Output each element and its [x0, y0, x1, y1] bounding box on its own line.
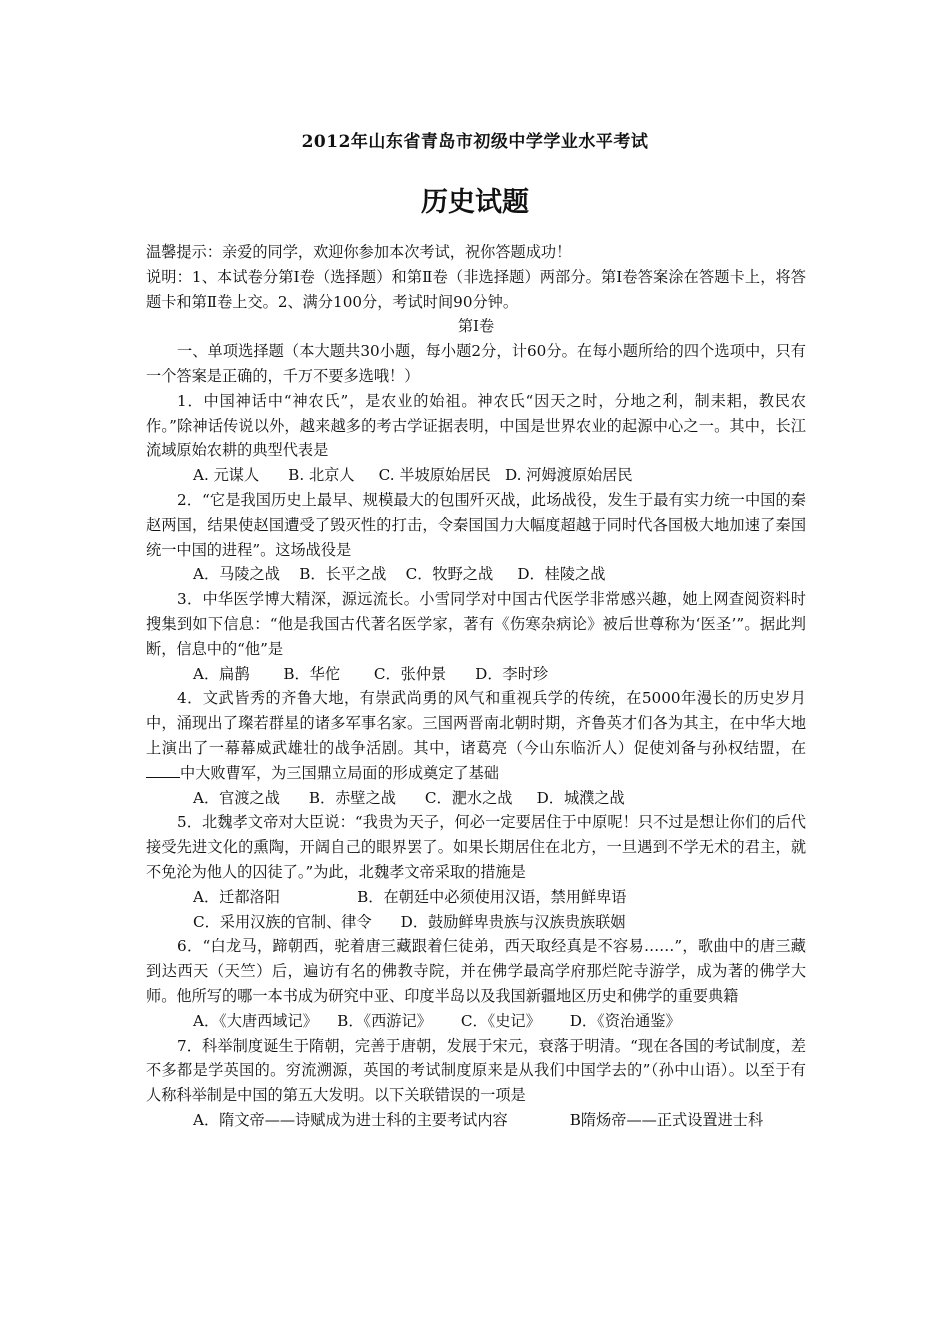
question-4-stem	[146, 686, 806, 785]
question-4-options: A．官渡之战 B．赤壁之战 C．淝水之战 D．城濮之战	[193, 788, 625, 807]
question-4-stem-after: 中大败曹军，为三国鼎立局面的形成奠定了基础	[180, 763, 499, 782]
instructions-text: 说明：1、本试卷分第Ⅰ卷（选择题）和第Ⅱ卷（非选择题）两部分。第Ⅰ卷答案涂在答题卡上，将答题卡和第Ⅱ卷上交。2、满分100分，考试时间90分钟。	[146, 267, 806, 311]
question-1-stem: 1．中国神话中“神农氏”，是农业的始祖。神农氏“因天之时，分地之利，制耒耜，教民农作。”除神话传说以外，越来越多的考古学证据表明，中国是世界农业的起源中心之一。其中，长江流域原始农耕的典型代表是	[146, 391, 806, 460]
question-6-stem: 6．“白龙马，蹄朝西，驼着唐三藏跟着仨徒弟，西天取经真是不容易……”，歌曲中的唐三藏到达西天（天竺）后，遍访有名的佛教寺院，并在佛学最高学府那烂陀寺游学，成为著的佛学大师。他所写的哪一本书成为研究中亚、印度半岛以及我国新疆地区历史和佛学的重要典籍	[146, 937, 806, 1005]
question-1-options: A. 元谋人 B. 北京人 C. 半坡原始居民 D. 河姆渡原始居民	[193, 466, 633, 485]
exam-header-title: 2012年山东省青岛市初级中学学业水平考试	[301, 132, 649, 152]
question-5-options-row-2: C．采用汉族的官制、律令 D．鼓励鲜卑贵族与汉族贵族联姻	[193, 912, 626, 931]
section-title: 第Ⅰ卷	[457, 317, 495, 336]
question-7-option-a: A．隋文帝——诗赋成为进士科的主要考试内容	[193, 1110, 508, 1129]
section-intro: 一、单项选择题（本大题共30小题，每小题2分，计60分。在每小题所给的四个选项中，只有一个答案是正确的，千万不要多选哦！）	[146, 342, 806, 385]
exam-main-title: 历史试题	[421, 187, 529, 218]
exam-body	[146, 240, 806, 1133]
question-3-options: A．扁鹊 B．华佗 C．张仲景 D．李时珍	[193, 664, 549, 683]
question-7-stem: 7．科举制度诞生于隋朝，完善于唐朝，发展于宋元，衰落于明清。“现在各国的考试制度，差不多都是学英国的。穷流溯源，英国的考试制度原来是从我们中国学去的”（孙中山语）。以至于有人称科举制是中国的第五大发明。以下关联错误的一项是	[146, 1036, 806, 1105]
question-5-options-row-1: A．迁都洛阳 B．在朝廷中必须使用汉语，禁用鲜卑语	[193, 887, 627, 906]
question-7-option-b: B隋炀帝——正式设置进士科	[569, 1110, 764, 1129]
question-4-stem-before: 4．文武皆秀的齐鲁大地，有崇武尚勇的风气和重视兵学的传统，在5000年漫长的历史岁月中，涌现出了璨若群星的诸多军事名家。三国两晋南北朝时期，齐鲁英才们各为其主，在中华大地上演出了一幕幕威武雄壮的战争活剧。其中，诸葛亮（今山东临沂人）促使刘备与孙权结盟，在	[146, 689, 806, 757]
tip-text: 温馨提示：亲爱的同学，欢迎你参加本次考试，祝你答题成功！	[146, 243, 572, 261]
answer-blank	[146, 763, 180, 778]
question-3-stem: 3．中华医学博大精深，源远流长。小雪同学对中国古代医学非常感兴趣，她上网查阅资料时搜集到如下信息：“他是我国古代著名医学家，著有《伤寒杂病论》被后世尊称为‘医圣’”。据此判断，信息中的“他”是	[146, 590, 806, 658]
question-5-stem: 5．北魏孝文帝对大臣说：“我贵为天子，何必一定要居住于中原呢！只不过是想让你们的后代接受先进文化的熏陶，开阔自己的眼界罢了。如果长期居住在北方，一旦遇到不学无术的君主，就不免沦为他人的囚徒了。”为此，北魏孝文帝采取的措施是	[146, 813, 806, 881]
question-6-options: A．《大唐西域记》 B．《西游记》 C．《史记》 D．《资治通鉴》	[193, 1011, 681, 1030]
question-2-stem: 2．“它是我国历史上最早、规模最大的包围歼灭战，此场战役，发生于最有实力统一中国的秦赵两国，结果使赵国遭受了毁灭性的打击，令秦国国力大幅度超越于同时代各国极大地加速了秦国统一中国的进程”。这场战役是	[146, 490, 806, 559]
question-7-options	[146, 1108, 806, 1133]
question-2-options: A．马陵之战 B．长平之战 C．牧野之战 D．桂陵之战	[193, 565, 606, 584]
